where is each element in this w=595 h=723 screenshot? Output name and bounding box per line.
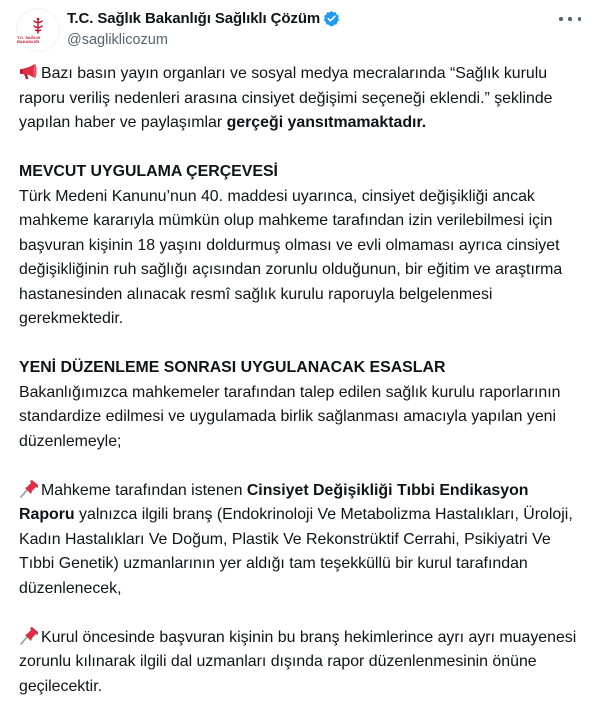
more-dots-icon[interactable] [559,14,581,24]
megaphone-icon [19,63,39,81]
section1-text: Türk Medeni Kanunu’nun 40. maddesi uyarınca, cinsiyet değişikliği ancak mahkeme kararıyla mümkün olup mahkeme tarafından izin verilebilmesi için başvuran kişinin 18 yaşını doldurmuş olması ve evli olmaması ayrıca cinsiyet değişikliğinin ruh sağlığı açısından zorunlu olduğunun, bir eğitim ve araştırma hastanesinden alınacak resmî sağlık kurulu raporuyla belgelenmesi gerekmektedir. [19,187,563,327]
section2-text: Bakanlığımızca mahkemeler tarafından talep edilen sağlık kurulu raporlarının standardize edilmesi ve uygulamada birlik sağlanması amacıyla yapılan yeni düzenlemeyle; [19,383,561,450]
point2-text: Kurul öncesinde başvuran kişinin bu branş hekimlerince ayrı ayrı muayenesi zorunlu kılınarak ilgili dal uzmanları dışında rapor düzenlenmesinin önüne geçilecektir. [19,628,577,695]
verified-badge-icon[interactable] [323,10,340,27]
intro-bold: gerçeği yansıtmamaktadır. [226,114,427,131]
point1-post: yalnızca ilgili branş (Endokrinoloji Ve Metabolizma Hastalıkları, Üroloji, Kadın Hastalıkları Ve Doğum, Plastik Ve Rekonstrüktif Cerrahi, Psikiyatri Ve Tıbbi Genetik) uzmanlarının yer aldığı tam teşekküllü bir kurul tarafından düzenlenecek, [19,506,573,597]
section1-heading: MEVCUT UYGULAMA ÇERÇEVESİ [19,163,278,180]
name-row [67,10,340,27]
pushpin-icon [19,627,39,645]
handle[interactable]: @sagliklicozum [67,32,168,48]
pushpin-icon [19,480,39,498]
intro-text: Bazı basın yayın organları ve sosyal medya mecralarında “Sağlık kurulu raporu veriliş nedenleri arasına cinsiyet değişimi seçeneği eklendi.” şeklinde yapılan haber ve paylaşımlar [19,65,553,131]
paragraph-intro [19,62,581,136]
display-name[interactable]: T.C. Sağlık Bakanlığı Sağlıklı Çözüm [67,10,321,27]
point1-pre: Mahkeme tarafından istenen [41,481,247,499]
point1 [19,479,581,602]
point2 [19,626,581,700]
ministry-logo-icon [29,17,47,35]
tweet-header [16,8,583,54]
point1-bold: Cinsiyet Değişikliği Tıbbi Endikasyon Raporu [19,481,529,523]
tweet-text [19,62,581,699]
avatar[interactable] [16,8,60,52]
section2-heading: YENİ DÜZENLEME SONRASI UYGULANACAK ESASLAR [19,359,446,376]
avatar-text: T.C. SAĞLIK BAKANLIĞI [17,34,41,44]
